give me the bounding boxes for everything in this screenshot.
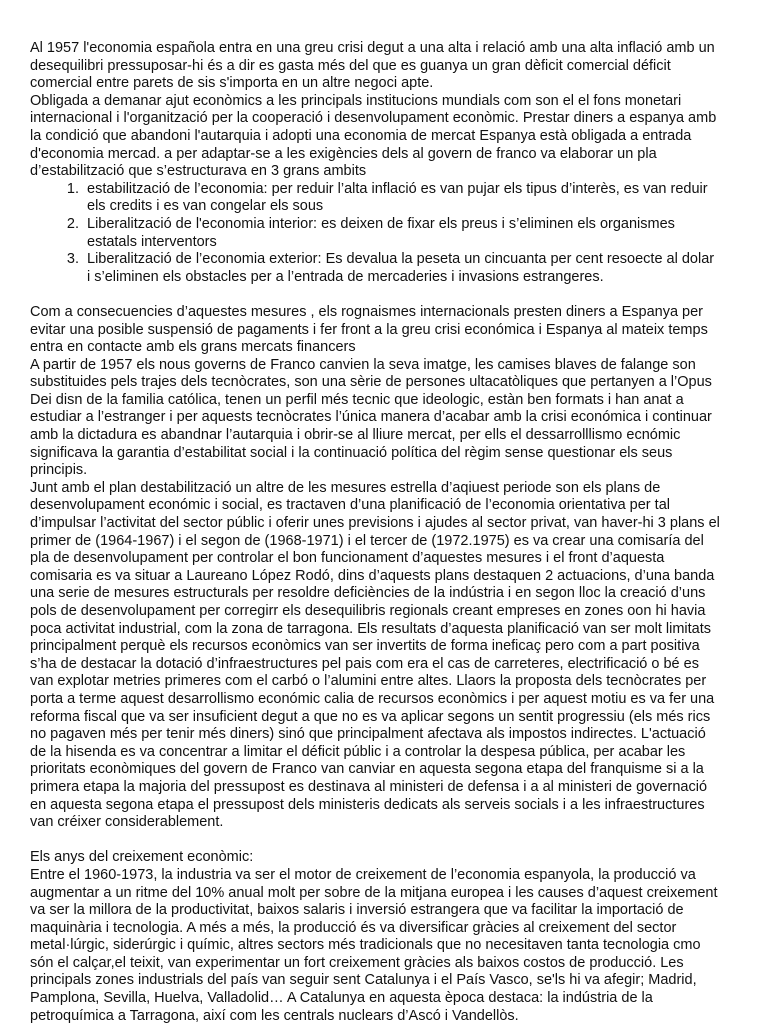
numbered-list-ambits	[30, 181, 720, 287]
list-item: 3. Liberalització de l’economia exterior: Es devalua la peseta un cincuanta per cent resoecte al dolar i s’eliminen els obstacles per a l’entrada de mercaderies i invasions estrangeres.	[83, 251, 720, 286]
list-item: 1. estabilització de l’economia: per reduir l’alta inflació es van pujar els tipus d’interès, es van reduir els credits i es van congelar els sous	[83, 181, 720, 216]
paragraph-crisis-1957: Al 1957 l'economia española entra en una greu crisi degut a una alta i relació amb una alta inflació amb un desequilibri pressuposar-hi és a dir es gasta més del que es guanya un gran dèficit comercial déficit comercial entre parets de sis s'importa en un altre negoci apte.	[30, 40, 715, 92]
paragraph-creixement: Entre el 1960-1973, la industria va ser el motor de creixement de l’economia espanyola, la producció va augmentar a un ritme del 10% anual molt per sobre de la mitjana europea i les causes d’aquest creixement va ser la millora de la productivitat, baixos salaris i inversió estrangera que va facilitar la importació de maquinària i tecnologia. A més a més, la producció és va diversificar gràcies al creixement del sector metal·lúrgic, siderúrgic i químic, altres sectors més tradicionals que no necesitaven tanta tecnologia cmo són el calçar,el teixit, van experimentar un fort creixement gràcies als baixos costos de producció. Les principals zones industrials del país van seguir sent Catalunya i el País Vasco, se'ls hi va afegir; Madrid, Pamplona, Sevilla, Huelva, Valladolid… A Catalunya en aquesta època destaca: la indústria de la petroquímica a Tarragona, així com les centrals nuclears d’Ascó i Vandellòs.	[30, 866, 718, 1024]
blank-line	[30, 286, 720, 304]
blank-line	[30, 832, 720, 850]
paragraph-consecuencies: Com a consecuencies d’aquestes mesures , els rognaismes internacionals presten diners a Espanya per evitar una posible suspensió de pagaments i fer front a la greu crisi económica i Espanya al mateix temps entra en contacte amb els grans mercats financers	[30, 303, 708, 356]
paragraph-ajut-economic: Obligada a demanar ajut econòmics a les principals institucions mundials com son el el fons monetari internacional i l'organització per la cooperació i desenvolupament econòmic. Prestar diners a espanya amb la condició que abandoni l'autarquia i adopti una economia de mercat Espanya està obligada a entrada d'economia mercad. a per adaptar-se a les exigències dels al govern de franco va elaborar un pla d’estabilització que s’estructurava en 3 grans ambits	[30, 92, 717, 180]
document-page	[30, 40, 720, 1025]
paragraph-tecnocrates: A partir de 1957 els nous governs de Franco canvien la seva imatge, les camises blaves de falange son substituides pels trajes dels tecnòcrates, son una sèrie de persones ultacatòliques que pertanyen a l’Opus Dei disn de la familia católica, tenen un perfil més tecnic que ideologic, estàn ben formats i han anat a estudiar a l’estranger i per aquests tecnòcrates l’única manera d’acabar amb la crisi económica i continuar amb la dictadura es abandnar l’autarquia i obrir-se al lliure mercat, per ells el dessarrolllismo ecnómic significava la garantia d’estabilitat social i la continuació política del règim sense questionar els seus principis.	[30, 356, 712, 479]
section-heading: Els anys del creixement econòmic:	[30, 849, 254, 866]
list-item: 2. Liberalització de l'economia interior: es deixen de fixar els preus i s’eliminen els organismes estatals interventors	[83, 216, 720, 251]
paragraph-plans-desenvolupament: Junt amb el plan destabilització un altre de les mesures estrella d’aqiuest periode son els plans de desenvolupament económic i social, es tractaven d’una planificació de l’economia orientativa per tal d’impulsar l’activitat del sector públic i oferir unes previsions i ajudes al sector privat, van haver-hi 3 plans el primer de (1964-1967) i el segon de (1968-1971) i el tercer de (1972.1975) es va crear una comisaría del pla de desenvolupament per controlar el bon funcionament d’aquestes mesures i el front d’aquesta comisaria es va situar a Laureano López Rodó, dins d’aquests plans destaquen 2 actuacions, d’una banda una serie de mesures estructurals per resoldre deficiències de la indústria i en segon lloc la creació d’uns pols de desenvolupament per corregirr els desequilibris regionals creant empreses en zones oon hi havia poca activitat industrial, com la zona de tarragona. Els resultats d’aquesta planificació van ser molt limitats principalment perquè els recursos econòmics van ser invertits de forma ineficaç pero com a part positiva s’ha de destacar la dotació d’infraestructures pel pais com era el cas de carreteres, electrificació o bé es van explotar metries primeres com el carbó o l’alumini entre altes. Llaors la proposta dels tecnòcrates per porta a terme aquest desarrollismo económic calia de recursos econòmics i per aquest motiu es va fer una reforma fiscal que va ser insuficient degut a que no es va aplicar segons un sentit progressiu (els més rics no pagaven més per tenir més diners) sinó que principalment afectava als impostos indirectes. L'actuació de la hisenda es va concentrar a limitar el déficit públic i a controlar la despesa pública, per acabar les prioritats econòmiques del govern de Franco van canviar en aquesta segona etapa del franquisme si a la primera etapa la majoria del pressupost es destinava al ministeri de defensa i a al ministeri de governació en aquesta segona etapa el pressupost dels ministeris dedicats als serveis socials i a les infraestructures van créixer considerablement.	[30, 479, 720, 831]
